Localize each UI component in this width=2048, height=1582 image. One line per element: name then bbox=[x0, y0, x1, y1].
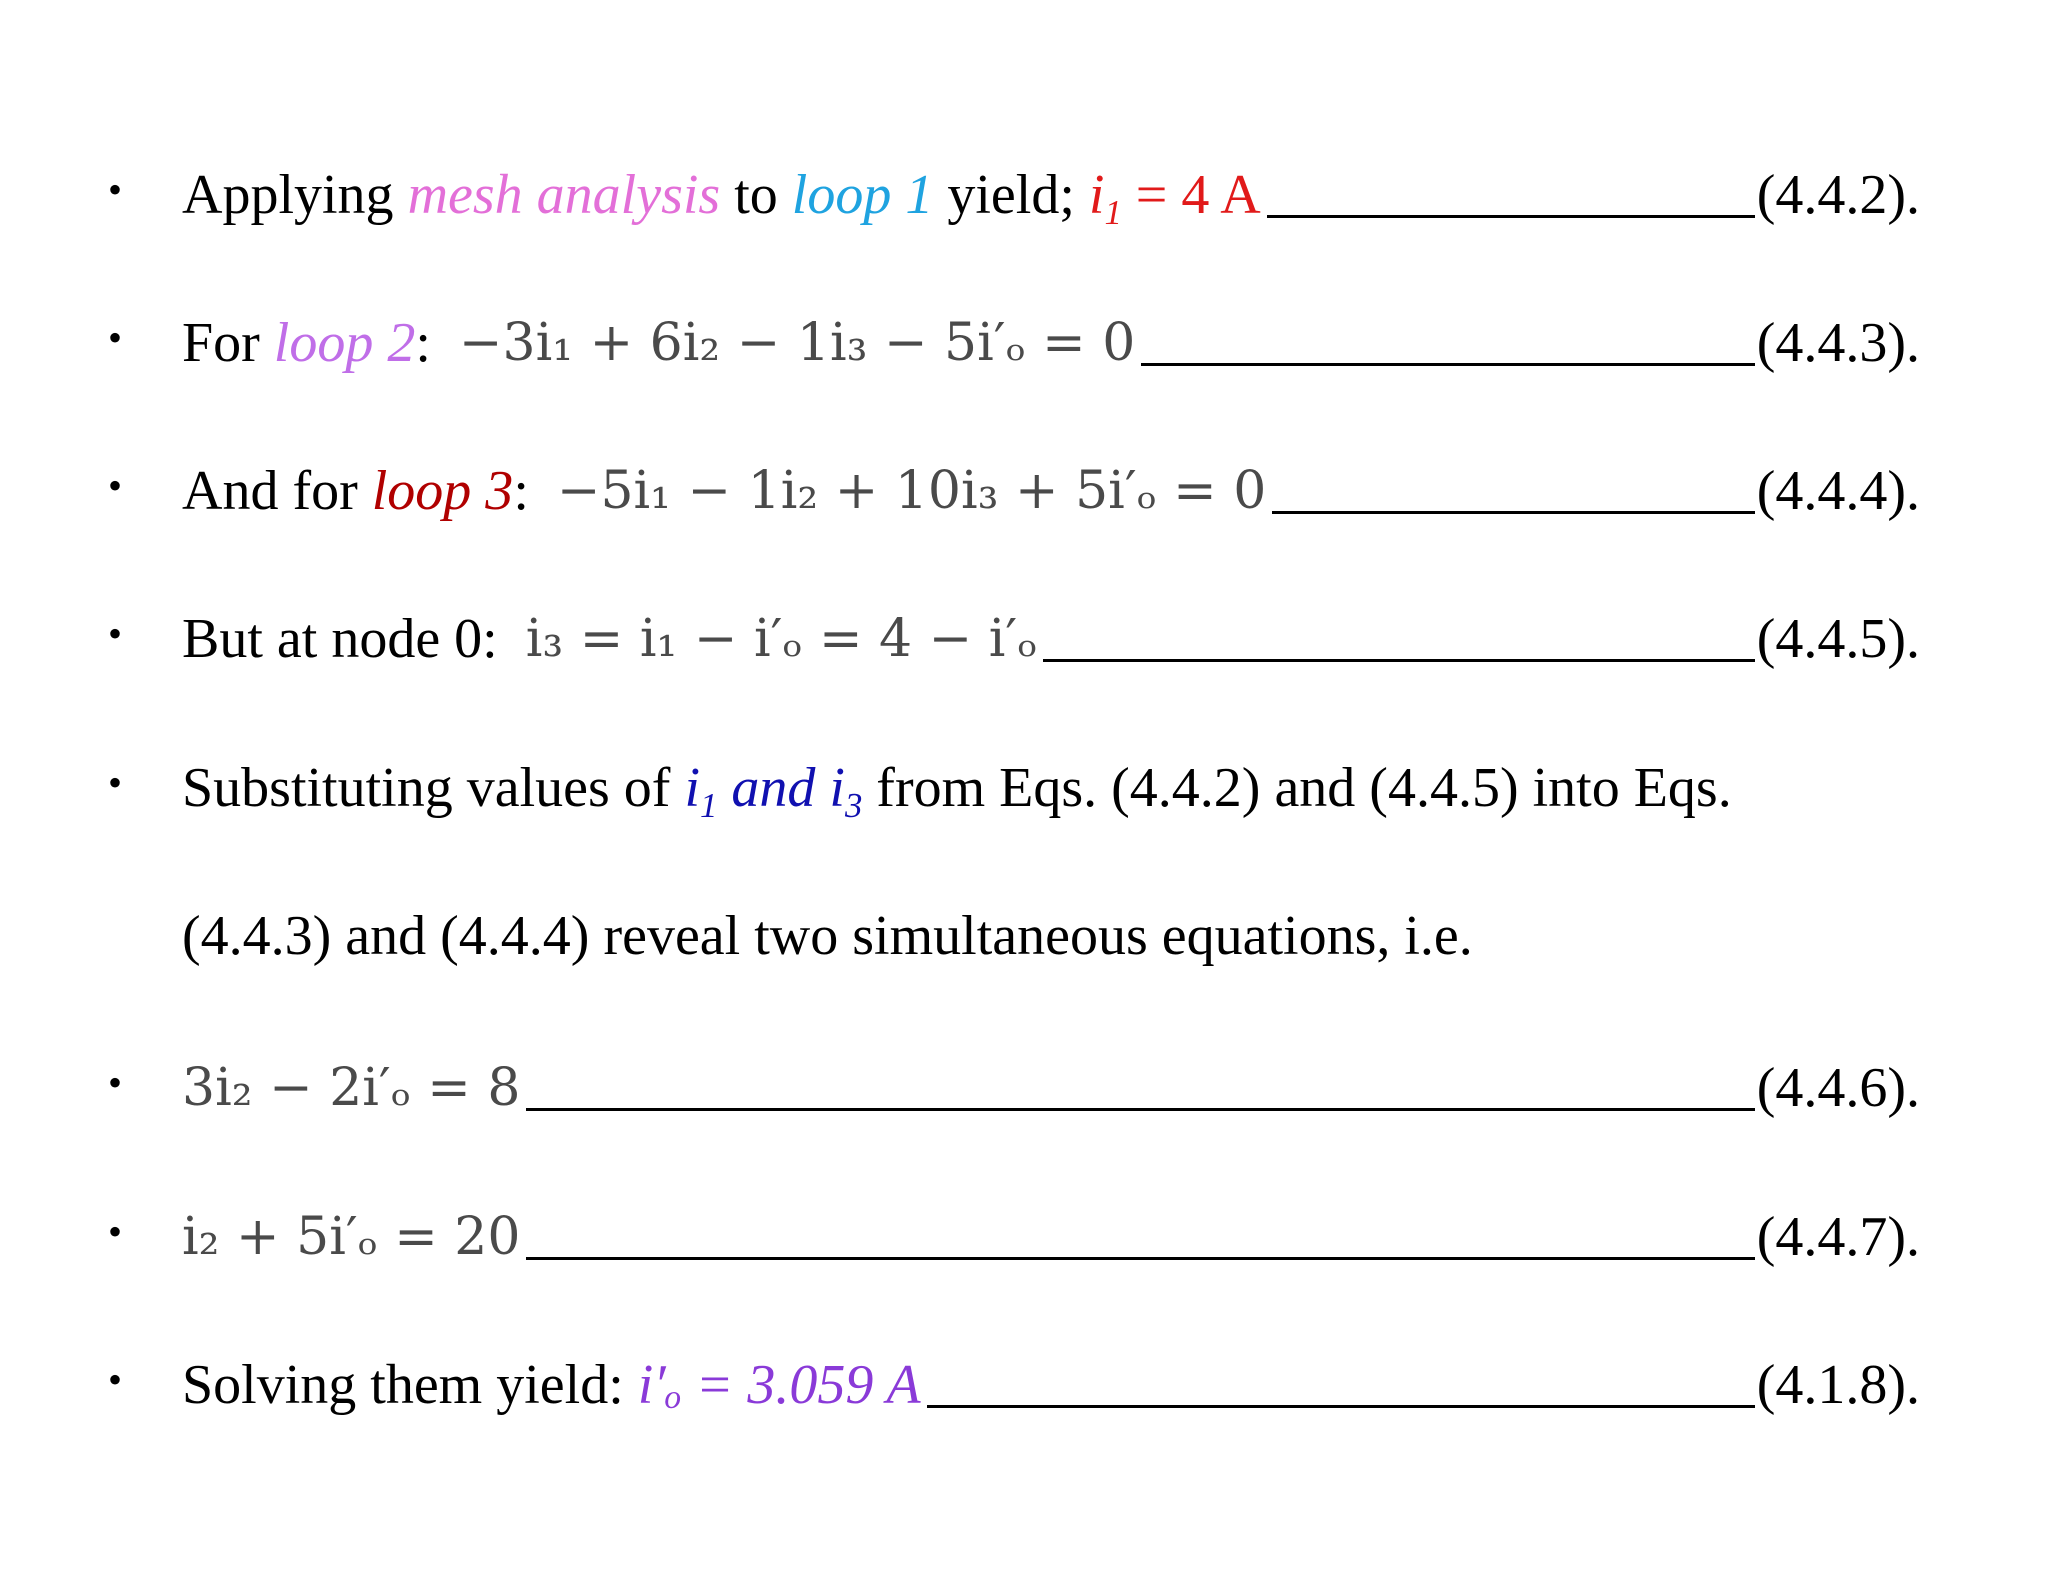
line-eq-4-4-6 bbox=[0, 1043, 2048, 1133]
loop-3-equation: −5i₁ − 1i₂ + 10i₃ + 5i′ₒ = 0 bbox=[556, 461, 1267, 521]
equation-number: (4.4.6). bbox=[1756, 1057, 1920, 1119]
equation-number: (4.4.4). bbox=[1756, 460, 1920, 522]
leader-line bbox=[1267, 215, 1755, 218]
line-content bbox=[182, 446, 1920, 536]
text: Applying bbox=[182, 164, 408, 226]
final-result: i′ₒ = 3.059 A bbox=[637, 1354, 921, 1416]
loop-2-equation: −3i₁ + 6i₂ − 1i₃ − 5i′ₒ = 0 bbox=[458, 313, 1136, 373]
i1-value: = 4 A bbox=[1121, 164, 1261, 226]
simultaneous-equation-1: 3i₂ − 2i′ₒ = 8 bbox=[182, 1058, 521, 1118]
equation-number: (4.4.3). bbox=[1756, 312, 1920, 374]
line-content bbox=[182, 594, 1920, 684]
text: Substituting values of bbox=[182, 757, 685, 819]
line-content bbox=[182, 1043, 1920, 1133]
i1-symbol bbox=[684, 756, 718, 826]
leader-line bbox=[526, 1108, 1754, 1111]
bullet: • bbox=[108, 760, 123, 805]
text: For bbox=[182, 312, 274, 374]
line-content bbox=[182, 743, 1732, 833]
bullet: • bbox=[108, 1209, 123, 1254]
bullet: • bbox=[108, 1357, 123, 1402]
equation-number: (4.4.2). bbox=[1756, 164, 1920, 226]
line-eq-4-4-4 bbox=[0, 446, 2048, 536]
text: And for bbox=[182, 460, 372, 522]
loop-1-term: loop 1 bbox=[791, 164, 934, 226]
bullet: • bbox=[108, 315, 123, 360]
simultaneous-equation-2: i₂ + 5i′ₒ = 20 bbox=[182, 1207, 521, 1267]
text: yield; bbox=[933, 164, 1089, 226]
line-content bbox=[182, 891, 1473, 981]
i3-symbol bbox=[829, 756, 863, 826]
leader-line bbox=[1141, 363, 1754, 366]
line-eq-4-1-8 bbox=[0, 1340, 2048, 1430]
i1-symbol bbox=[1088, 163, 1122, 233]
node-0-equation: i₃ = i₁ − i′ₒ = 4 − i′ₒ bbox=[525, 609, 1038, 669]
bullet: • bbox=[108, 463, 123, 508]
i3-subscript: 3 bbox=[844, 786, 863, 826]
bullet: • bbox=[108, 611, 123, 656]
i1-letter: i bbox=[1088, 164, 1105, 226]
line-content bbox=[182, 1340, 1920, 1430]
text: : bbox=[415, 312, 459, 374]
loop-2-term: loop 2 bbox=[273, 312, 416, 374]
text: from Eqs. (4.4.2) and (4.4.5) into Eqs. bbox=[862, 757, 1732, 819]
leader-line bbox=[927, 1405, 1755, 1408]
text: : bbox=[513, 460, 557, 522]
line-content bbox=[182, 150, 1920, 240]
equation-number: (4.4.5). bbox=[1756, 608, 1920, 670]
line-substitution bbox=[0, 743, 2048, 833]
line-substitution-continued bbox=[0, 891, 2048, 981]
line-content bbox=[182, 1192, 1920, 1282]
line-content bbox=[182, 298, 1920, 388]
text: Solving them yield: bbox=[182, 1354, 638, 1416]
and-word: and bbox=[717, 757, 830, 819]
i1-letter: i bbox=[684, 757, 701, 819]
i1-subscript: 1 bbox=[700, 786, 718, 826]
leader-line bbox=[1043, 659, 1754, 662]
line-eq-4-4-7 bbox=[0, 1192, 2048, 1282]
equation-number: (4.1.8). bbox=[1756, 1354, 1920, 1416]
line-eq-4-4-3 bbox=[0, 298, 2048, 388]
text: (4.4.3) and (4.4.4) reveal two simultaneous equations, i.e. bbox=[182, 905, 1473, 967]
mesh-analysis-term: mesh analysis bbox=[407, 164, 721, 226]
text: to bbox=[720, 164, 792, 226]
line-eq-4-4-2 bbox=[0, 150, 2048, 240]
leader-line bbox=[526, 1257, 1754, 1260]
bullet: • bbox=[108, 1060, 123, 1105]
leader-line bbox=[1272, 511, 1754, 514]
i1-subscript: 1 bbox=[1104, 193, 1122, 233]
line-eq-4-4-5 bbox=[0, 594, 2048, 684]
loop-3-term: loop 3 bbox=[371, 460, 514, 522]
i3-letter: i bbox=[829, 757, 845, 819]
bullet: • bbox=[108, 167, 123, 212]
text: But at node 0: bbox=[182, 608, 526, 670]
equation-number: (4.4.7). bbox=[1756, 1206, 1920, 1268]
